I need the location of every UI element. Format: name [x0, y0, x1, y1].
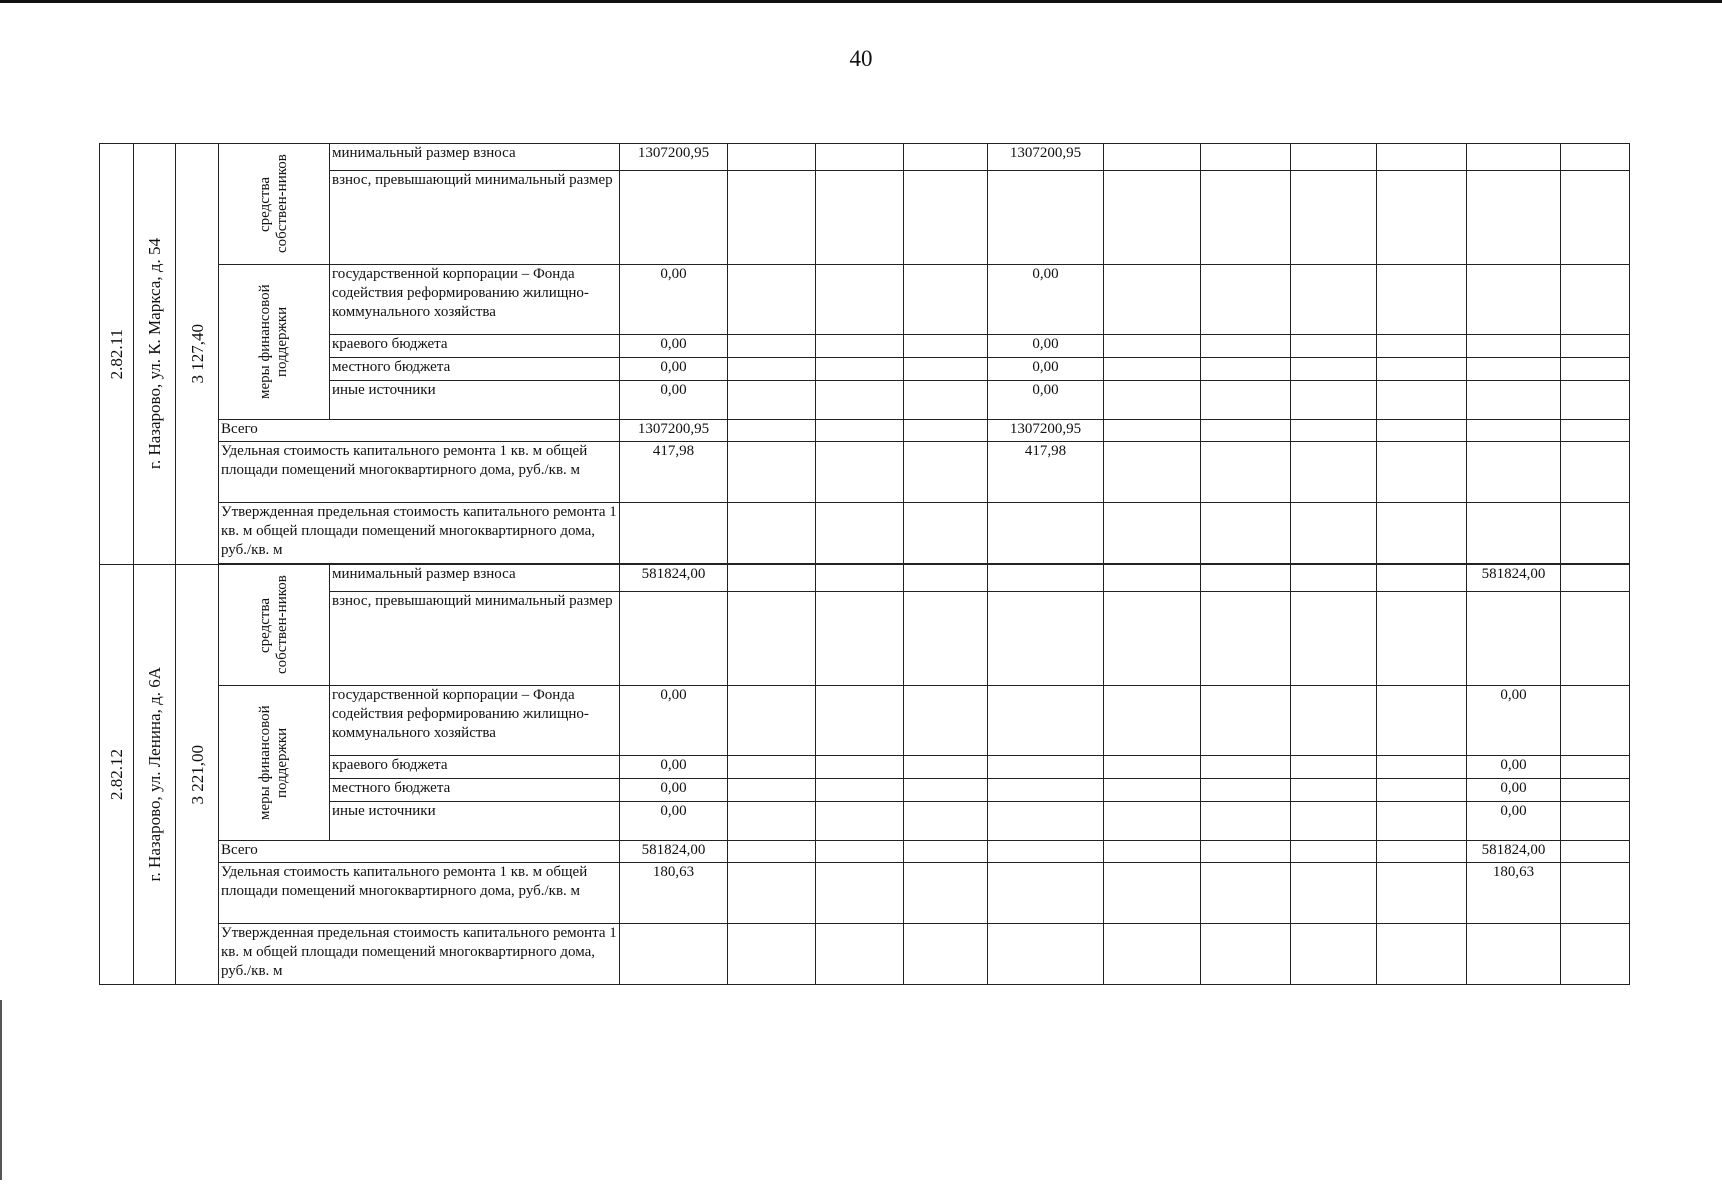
- label-min-fee: минимальный размер взноса: [330, 565, 620, 592]
- table-row: [100, 265, 1630, 335]
- table-row: [100, 503, 1630, 564]
- label-total: Всего: [219, 841, 620, 863]
- value-cell: 0,00: [1467, 802, 1561, 841]
- value-cell: 0,00: [620, 756, 728, 779]
- table-row: [100, 591, 1630, 685]
- label-fund: государственной корпорации – Фонда содействия реформированию жилищно-коммунального хозяйства: [330, 265, 620, 335]
- label-local: местного бюджета: [330, 358, 620, 381]
- label-local: местного бюджета: [330, 779, 620, 802]
- row-number: 2.82.12: [107, 749, 126, 800]
- repair-cost-table: [99, 143, 1630, 985]
- label-regional: краевого бюджета: [330, 335, 620, 358]
- label-over-min: взнос, превышающий минимальный размер: [330, 591, 620, 685]
- value-cell: 0,00: [988, 381, 1104, 420]
- value-cell: 0,00: [620, 358, 728, 381]
- value-cell: 0,00: [1467, 779, 1561, 802]
- value-cell: 1307200,95: [620, 420, 728, 442]
- label-fund: государственной корпорации – Фонда содействия реформированию жилищно-коммунального хозяйства: [330, 686, 620, 756]
- value-cell: 581824,00: [1467, 841, 1561, 863]
- value-cell: 1307200,95: [988, 144, 1104, 171]
- value-cell: 0,00: [620, 779, 728, 802]
- value-cell: 0,00: [988, 335, 1104, 358]
- address-cell: [134, 144, 176, 565]
- table-row: [100, 756, 1630, 779]
- area-cell: [176, 565, 219, 985]
- group-label-support: меры финансовой поддержки: [257, 705, 290, 821]
- address: г. Назарово, ул. Ленина, д. 6А: [145, 667, 164, 882]
- group-support-cell: [219, 265, 330, 420]
- address-cell: [134, 565, 176, 985]
- value-cell: 0,00: [620, 686, 728, 756]
- address: г. Назарово, ул. К. Маркса, д. 54: [145, 238, 164, 470]
- group-label-owners: средства собствен-ников: [257, 575, 290, 675]
- value-cell: 581824,00: [620, 841, 728, 863]
- value-cell: 0,00: [988, 358, 1104, 381]
- table-row: [100, 335, 1630, 358]
- value-cell: 0,00: [620, 265, 728, 335]
- table-row: [100, 863, 1630, 924]
- label-total: Всего: [219, 420, 620, 442]
- label-min-fee: минимальный размер взноса: [330, 144, 620, 171]
- value-cell: 180,63: [620, 863, 728, 924]
- page-number: 40: [849, 46, 873, 71]
- value-cell: 0,00: [620, 335, 728, 358]
- table-row: [100, 802, 1630, 841]
- table-row: [100, 420, 1630, 442]
- label-other: иные источники: [330, 381, 620, 420]
- value-cell: 581824,00: [620, 565, 728, 592]
- label-over-min: взнос, превышающий минимальный размер: [330, 170, 620, 264]
- table-row: [100, 144, 1630, 171]
- value-cell: 0,00: [988, 265, 1104, 335]
- value-cell: 0,00: [1467, 756, 1561, 779]
- row-number-cell: [100, 144, 134, 565]
- page-top-edge: [0, 0, 1722, 3]
- value-cell: 1307200,95: [620, 144, 728, 171]
- table-row: [100, 686, 1630, 756]
- group-label-owners: средства собствен-ников: [257, 154, 290, 254]
- area-cell: [176, 144, 219, 565]
- table-row: [100, 924, 1630, 985]
- label-unit-cost: Удельная стоимость капитального ремонта 1 кв. м общей площади помещений многоквартирного дома, руб./кв. м: [219, 863, 620, 924]
- value-cell: 1307200,95: [988, 420, 1104, 442]
- value-cell: 0,00: [620, 381, 728, 420]
- group-owners-cell: [219, 565, 330, 686]
- value-cell: 417,98: [620, 442, 728, 503]
- row-number-cell: [100, 565, 134, 985]
- value-cell: 581824,00: [1467, 565, 1561, 592]
- table-row: [100, 442, 1630, 503]
- total-area: 3 221,00: [187, 744, 207, 805]
- total-area: 3 127,40: [187, 324, 207, 384]
- label-unit-cost: Удельная стоимость капитального ремонта 1 кв. м общей площади помещений многоквартирного дома, руб./кв. м: [219, 442, 620, 503]
- group-support-cell: [219, 686, 330, 841]
- row-number: 2.82.11: [107, 328, 126, 380]
- table-row: [100, 565, 1630, 592]
- table-row: [100, 841, 1630, 863]
- table-row: [100, 779, 1630, 802]
- label-other: иные источники: [330, 802, 620, 841]
- label-limit-cost: Утвержденная предельная стоимость капитального ремонта 1 кв. м общей площади помещений многоквартирного дома, руб./кв. м: [219, 503, 620, 564]
- label-limit-cost: Утвержденная предельная стоимость капитального ремонта 1 кв. м общей площади помещений многоквартирного дома, руб./кв. м: [219, 924, 620, 985]
- scan-edge: [0, 1000, 2, 1180]
- group-owners-cell: [219, 144, 330, 265]
- table-row: [100, 170, 1630, 264]
- value-cell: 0,00: [620, 802, 728, 841]
- value-cell: 0,00: [1467, 686, 1561, 756]
- value-cell: 180,63: [1467, 863, 1561, 924]
- group-label-support: меры финансовой поддержки: [257, 284, 290, 400]
- table-row: [100, 358, 1630, 381]
- label-regional: краевого бюджета: [330, 756, 620, 779]
- table-row: [100, 381, 1630, 420]
- value-cell: 417,98: [988, 442, 1104, 503]
